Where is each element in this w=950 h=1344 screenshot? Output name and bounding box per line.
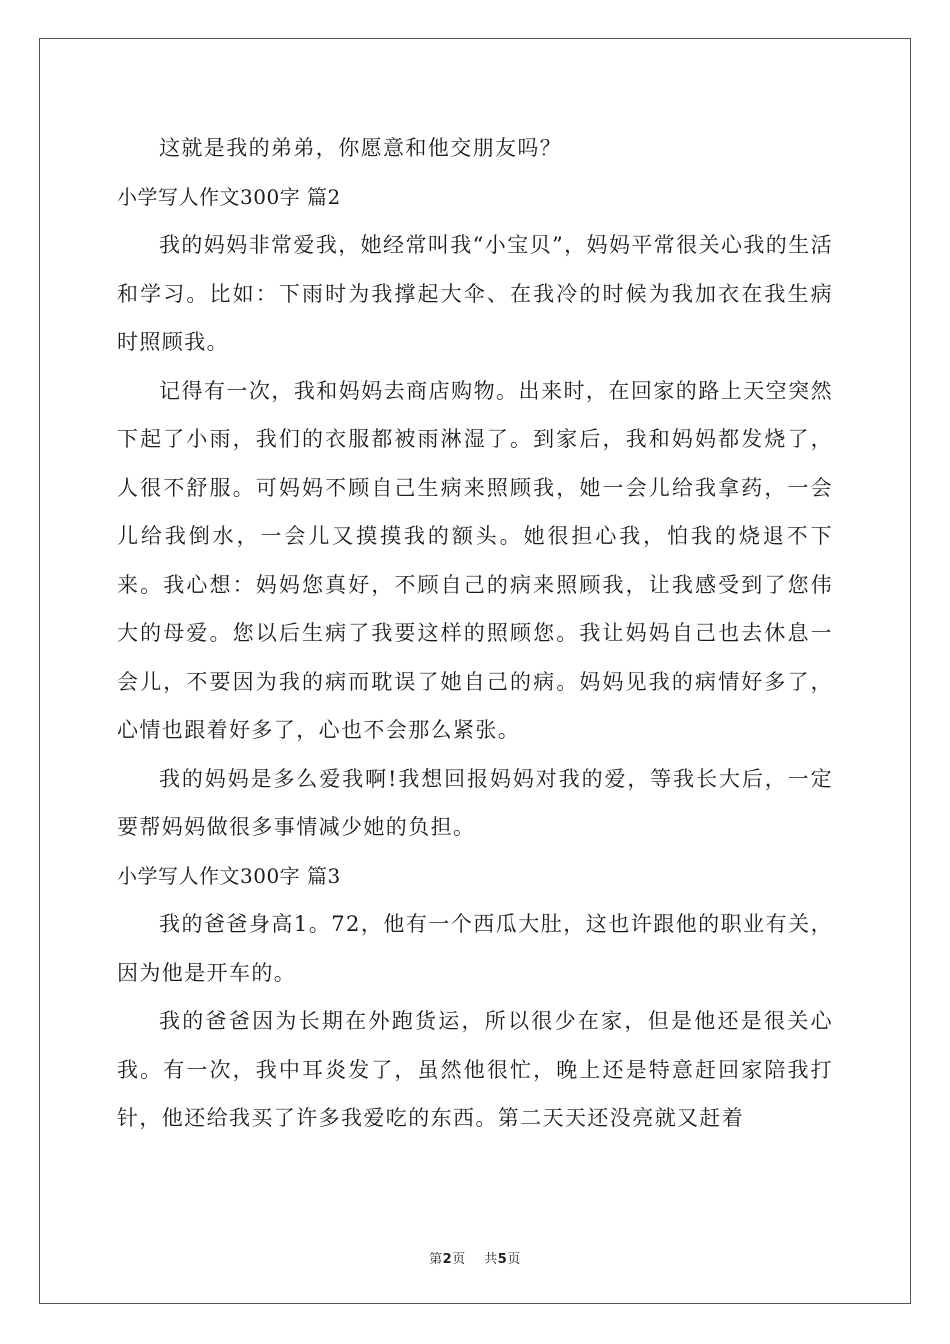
page-total: 共5页 — [484, 1252, 521, 1267]
page-footer — [0, 1248, 950, 1267]
paragraph: 我的爸爸因为长期在外跑货运，所以很少在家，但是他还是很关心我。有一次，我中耳炎发了，虽然他很忙，晚上还是特意赶回家陪我打针，他还给我买了许多我爱吃的东西。第二天天还没亮就又赶着 — [117, 1009, 833, 1130]
document-body — [117, 124, 833, 1143]
paragraph: 我的妈妈是多么爱我啊!我想回报妈妈对我的爱，等我长大后，一定要帮妈妈做很多事情减少她的负担。 — [117, 766, 833, 839]
paragraph: 记得有一次，我和妈妈去商店购物。出来时，在回家的路上天空突然下起了小雨，我们的衣服都被雨淋湿了。到家后，我和妈妈都发烧了，人很不舒服。可妈妈不顾自己生病来照顾我，她一会儿给我拿药，一会儿给我倒水，一会儿又摸摸我的额头。她很担心我，怕我的烧退不下来。我心想：妈妈您真好，不顾自己的病来照顾我，让我感受到了您伟大的母爱。您以后生病了我要这样的照顾您。我让妈妈自己也去休息一会儿，不要因为我的病而耽误了她自己的病。妈妈见我的病情好多了，心情也跟着好多了，心也不会那么紧张。 — [117, 378, 833, 742]
paragraph: 我的爸爸身高1。72，他有一个西瓜大肚，这也许跟他的职业有关，因为他是开车的。 — [117, 912, 833, 985]
paragraph: 我的妈妈非常爱我，她经常叫我“小宝贝”，妈妈平常很关心我的生活和学习。比如：下雨时为我撑起大伞、在我冷的时候为我加衣在我生病时照顾我。 — [117, 233, 833, 354]
page-number: 第2页 — [429, 1252, 466, 1267]
section-heading: 小学写人作文300字 篇3 — [117, 863, 341, 888]
section-heading: 小学写人作文300字 篇2 — [117, 184, 341, 209]
paragraph: 这就是我的弟弟，你愿意和他交朋友吗？ — [159, 136, 563, 160]
